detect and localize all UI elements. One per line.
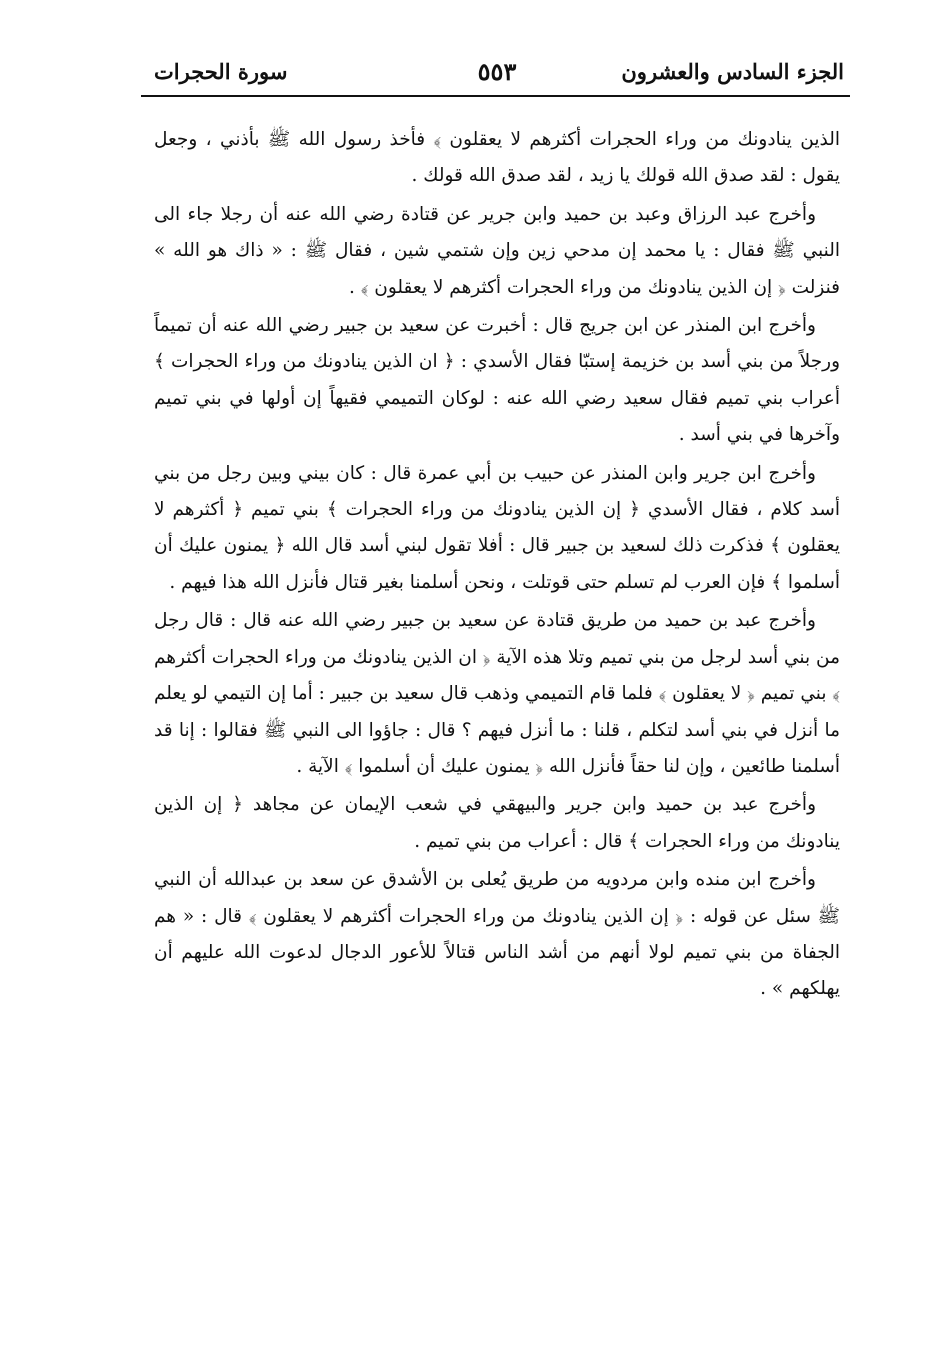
- paragraph-2: وأخرج عبد الرزاق وعبد بن حميد وابن جرير عن قتادة رضي الله عنه أن رجلا جاء الى النبي ﷺ فقال : يا محمد إن مدحي زين وإن شتمي شين ، فقال ﷺ : « ذاك هو الله » فنزلت ﴿ إن الذين ينادونك من وراء الحجرات أكثرهم لا يعقلون ﴾ .: [154, 203, 840, 298]
- page-number: ٥٥٣: [477, 57, 517, 86]
- paragraph-4: وأخرج ابن جرير وابن المنذر عن حبيب بن أبي عمرة قال : كان بيني وبين رجل من بني أسد كلام ، فقال الأسدي ﴿ إن الذين ينادونك من وراء الحجرات ﴾ بني تميم ﴿ أكثرهم لا يعقلون ﴾ فذكرت ذلك لسعيد بن جبير قال : أفلا تقول لبني أسد قال الله ﴿ يمنون عليك أن أسلموا ﴾ فإن العرب لم تسلم حتى قوتلت ، ونحن أسلمنا بغير قتال فأنزل الله هذا فيهم .: [154, 462, 840, 593]
- paragraph-7: وأخرج ابن منده وابن مردويه من طريق يُعلى بن الأشدق عن سعد بن عبدالله أن النبي ﷺ سئل عن قوله : ﴿ إن الذين ينادونك من وراء الحجرات أكثرهم لا يعقلون ﴾ قال : « هم الجفاة من بني تميم لولا أنهم من أشد الناس قتالاً للأعور الدجال لدعوت الله عليهم أن يهلكهم » .: [154, 869, 840, 1000]
- paragraph-6: وأخرج عبد بن حميد وابن جرير والبيهقي في شعب الإيمان عن مجاهد ﴿ إن الذين ينادونك من وراء الحجرات ﴾ قال : أعراب من بني تميم .: [154, 794, 840, 852]
- page-header: [150, 52, 844, 92]
- paragraph-5: وأخرج عبد بن حميد من طريق قتادة عن سعيد بن جبير رضي الله عنه قال : قال رجل من بني أسد لرجل من بني تميم وتلا هذه الآية ﴿ ان الذين ينادونك من وراء الحجرات أكثرهم ﴾ بني تميم ﴿ لا يعقلون ﴾ فلما قام التميمي وذهب قال سعيد بن جبير : أما إن التيمي لو يعلم ما أنزل في بني أسد لتكلم ، قلنا : ما أنزل فيهم ؟ قال : جاؤوا الى النبي ﷺ فقالوا : إنا قد أسلمنا طائعين ، وإن لنا حقاً فأنزل الله ﴿ يمنون عليك أن أسلموا ﴾ الآية .: [154, 610, 840, 777]
- paragraph-1: الذين ينادونك من وراء الحجرات أكثرهم لا يعقلون ﴾ فأخذ رسول الله ﷺ بأذني ، وجعل يقول : لقد صدق الله قولك يا زيد ، لقد صدق الله قولك .: [154, 129, 840, 187]
- paragraph-3: وأخرج ابن المنذر عن ابن جريج قال : أخبرت عن سعيد بن جبير رضي الله عنه أن تميماً ورجلاً من بني أسد بن خزيمة إستبّا فقال الأسدي : ﴿ ان الذين ينادونك من وراء الحجرات ﴾ أعراب بني تميم فقال سعيد رضي الله عنه : لوكان التميمي فقيهاً إن أولها في بني تميم وآخرها في بني أسد .: [154, 315, 840, 446]
- header-divider: [141, 95, 850, 97]
- surah-title: سورة الحجرات: [154, 59, 288, 84]
- page-body: [154, 122, 840, 1010]
- part-title: الجزء السادس والعشرون: [621, 59, 844, 84]
